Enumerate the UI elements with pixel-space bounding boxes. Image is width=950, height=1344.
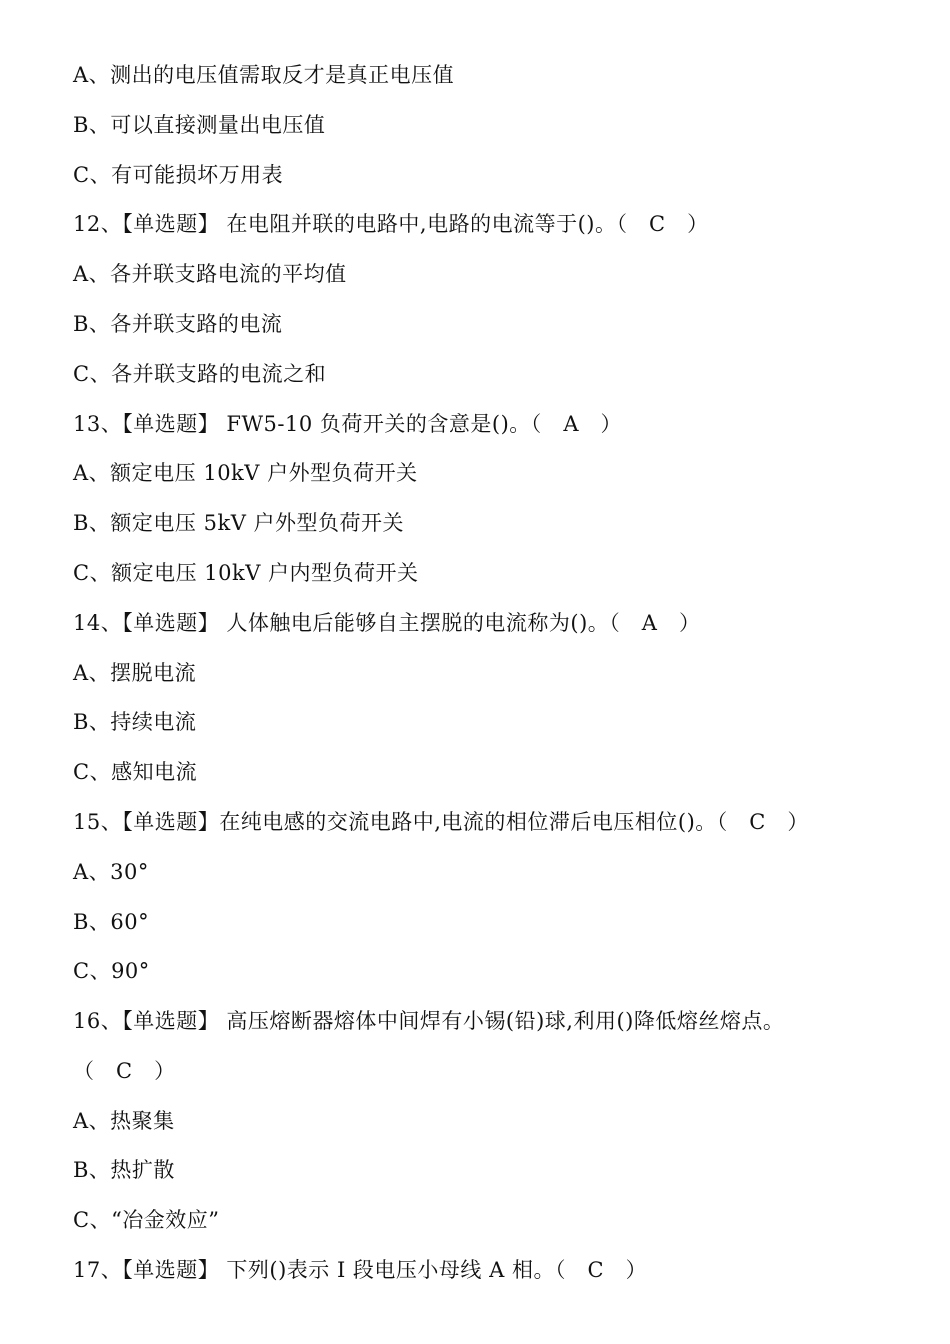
question-line: 12、【单选题】 在电阻并联的电路中,电路的电流等于()。（ C ） <box>73 212 709 236</box>
option-line: B、可以直接测量出电压值 <box>73 113 326 137</box>
question-line: 14、【单选题】 人体触电后能够自主摆脱的电流称为()。（ A ） <box>73 611 701 635</box>
option-line: C、“冶金效应” <box>73 1208 220 1232</box>
option-line: B、60° <box>73 910 150 934</box>
option-line: B、持续电流 <box>73 710 197 734</box>
option-line: A、各并联支路电流的平均值 <box>73 262 347 286</box>
option-line: C、有可能损坏万用表 <box>73 163 284 187</box>
option-line: A、测出的电压值需取反才是真正电压值 <box>73 63 455 87</box>
option-line: A、30° <box>73 860 149 884</box>
question-line: 15、【单选题】在纯电感的交流电路中,电流的相位滞后电压相位()。（ C ） <box>73 810 809 834</box>
option-line: B、热扩散 <box>73 1158 175 1182</box>
option-line: B、额定电压 5kV 户外型负荷开关 <box>73 511 405 535</box>
option-line: A、额定电压 10kV 户外型负荷开关 <box>73 461 418 485</box>
option-line: C、各并联支路的电流之和 <box>73 362 327 386</box>
question-line: 13、【单选题】 FW5-10 负荷开关的含意是()。（ A ） <box>73 412 623 436</box>
option-line: C、90° <box>73 959 150 983</box>
question-line: 16、【单选题】 高压熔断器熔体中间焊有小锡(铅)球,利用()降低熔丝熔点。 <box>73 1009 785 1033</box>
option-line: C、感知电流 <box>73 760 198 784</box>
answer-line: （ C ） <box>73 1059 176 1083</box>
option-line: A、热聚集 <box>73 1109 175 1133</box>
option-line: A、摆脱电流 <box>73 661 197 685</box>
option-line: B、各并联支路的电流 <box>73 312 283 336</box>
question-line: 17、【单选题】 下列()表示 I 段电压小母线 A 相。（ C ） <box>73 1258 648 1282</box>
option-line: C、额定电压 10kV 户内型负荷开关 <box>73 561 419 585</box>
